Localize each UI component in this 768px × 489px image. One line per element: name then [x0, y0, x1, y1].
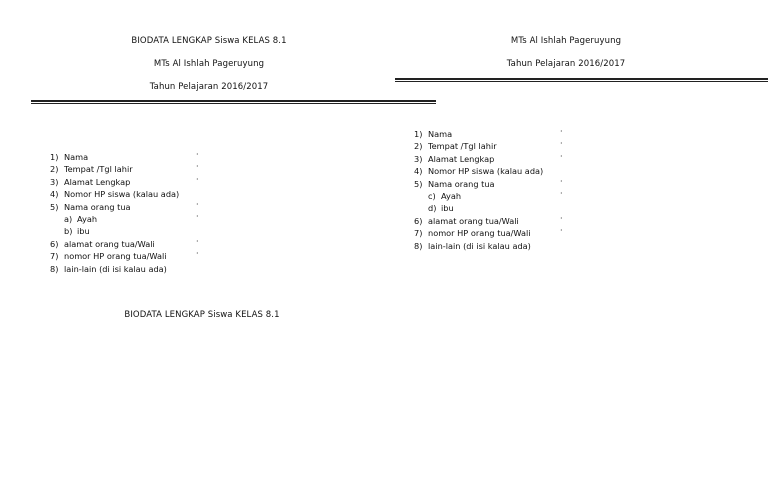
- field-label-nomor-hp-siswa: Nomor HP siswa (kalau ada): [64, 189, 180, 200]
- field-label-nomor-hp-orang-tua: nomor HP orang tua/Wali: [64, 251, 167, 262]
- field-label-nama-orang-tua: Nama orang tua: [428, 178, 495, 189]
- field-separator: ·: [560, 176, 563, 186]
- field-label-nama: Nama: [64, 152, 89, 162]
- page-title: BIODATA LENGKAP Siswa KELAS 8.1: [131, 36, 287, 46]
- field-label-nomor-hp-orang-tua: nomor HP orang tua/Wali: [428, 228, 531, 239]
- list-item: 1) Nama ·: [50, 150, 199, 162]
- field-label-ibu: ibu: [441, 203, 454, 214]
- list-item: d) ibu: [428, 203, 454, 214]
- field-label-ayah: Ayah: [441, 190, 462, 201]
- field-separator: ·: [196, 162, 199, 172]
- right-page: [392, 0, 768, 489]
- list-item: c) Ayah ·: [428, 188, 563, 201]
- list-item: 7) nomor HP orang tua/Wali ·: [414, 226, 563, 239]
- list-item: 4) Nomor HP siswa (kalau ada): [50, 189, 180, 200]
- field-separator: ·: [196, 249, 199, 259]
- list-item: 6) alamat orang tua/Wali ·: [414, 213, 563, 226]
- header-divider: [31, 100, 436, 104]
- header-divider: [395, 78, 768, 82]
- field-label-nama-orang-tua: Nama orang tua: [64, 201, 131, 212]
- field-label-lain-lain: lain-lain (di isi kalau ada): [428, 240, 531, 251]
- list-item: 7) nomor HP orang tua/Wali ·: [50, 249, 199, 262]
- field-separator: ·: [196, 174, 199, 184]
- field-label-alamat: Alamat Lengkap: [428, 153, 495, 164]
- field-label-nama: Nama: [428, 129, 453, 139]
- list-item: 1) Nama ·: [414, 127, 563, 139]
- list-item: 4) Nomor HP siswa (kalau ada): [414, 166, 544, 177]
- biodata-form-list: [414, 127, 563, 252]
- field-label-alamat: Alamat Lengkap: [64, 176, 131, 187]
- list-item: 5) Nama orang tua ·: [50, 199, 199, 212]
- footer-title: BIODATA LENGKAP Siswa KELAS 8.1: [124, 310, 280, 320]
- field-separator: ·: [560, 127, 563, 136]
- field-label-lain-lain: lain-lain (di isi kalau ada): [64, 263, 167, 274]
- field-label-ayah: Ayah: [77, 213, 98, 224]
- field-separator: ·: [196, 199, 199, 209]
- field-separator: ·: [560, 151, 563, 161]
- field-label-nomor-hp-siswa: Nomor HP siswa (kalau ada): [428, 166, 544, 177]
- field-label-ibu: ibu: [77, 226, 90, 237]
- school-year: Tahun Pelajaran 2016/2017: [506, 59, 626, 69]
- field-separator: ·: [560, 226, 563, 236]
- field-separator: ·: [560, 188, 563, 198]
- list-item: 5) Nama orang tua ·: [414, 176, 563, 189]
- list-item: 6) alamat orang tua/Wali ·: [50, 236, 199, 249]
- field-separator: ·: [196, 236, 199, 246]
- field-label-tempat-tgl-lahir: Tempat /Tgl lahir: [64, 164, 133, 175]
- list-item: 8) lain-lain (di isi kalau ada): [414, 240, 531, 251]
- list-item: b) ibu: [64, 226, 90, 237]
- school-year: Tahun Pelajaran 2016/2017: [149, 82, 269, 92]
- school-name: MTs Al Ishlah Pageruyung: [510, 36, 622, 46]
- list-item: 3) Alamat Lengkap ·: [414, 151, 563, 164]
- field-label-tempat-tgl-lahir: Tempat /Tgl lahir: [428, 141, 497, 152]
- list-item: 2) Tempat /Tgl lahir ·: [414, 139, 563, 152]
- field-separator: ·: [560, 139, 563, 149]
- field-label-alamat-orang-tua: alamat orang tua/Wali: [64, 238, 155, 249]
- field-label-alamat-orang-tua: alamat orang tua/Wali: [428, 215, 519, 226]
- list-item: a) Ayah ·: [64, 211, 199, 224]
- school-name: MTs Al Ishlah Pageruyung: [153, 59, 265, 69]
- field-separator: ·: [196, 211, 199, 221]
- list-item: 8) lain-lain (di isi kalau ada): [50, 263, 167, 274]
- field-separator: ·: [196, 150, 199, 159]
- list-item: 2) Tempat /Tgl lahir ·: [50, 162, 199, 175]
- biodata-form-list: [50, 150, 199, 275]
- list-item: 3) Alamat Lengkap ·: [50, 174, 199, 187]
- field-separator: ·: [560, 213, 563, 223]
